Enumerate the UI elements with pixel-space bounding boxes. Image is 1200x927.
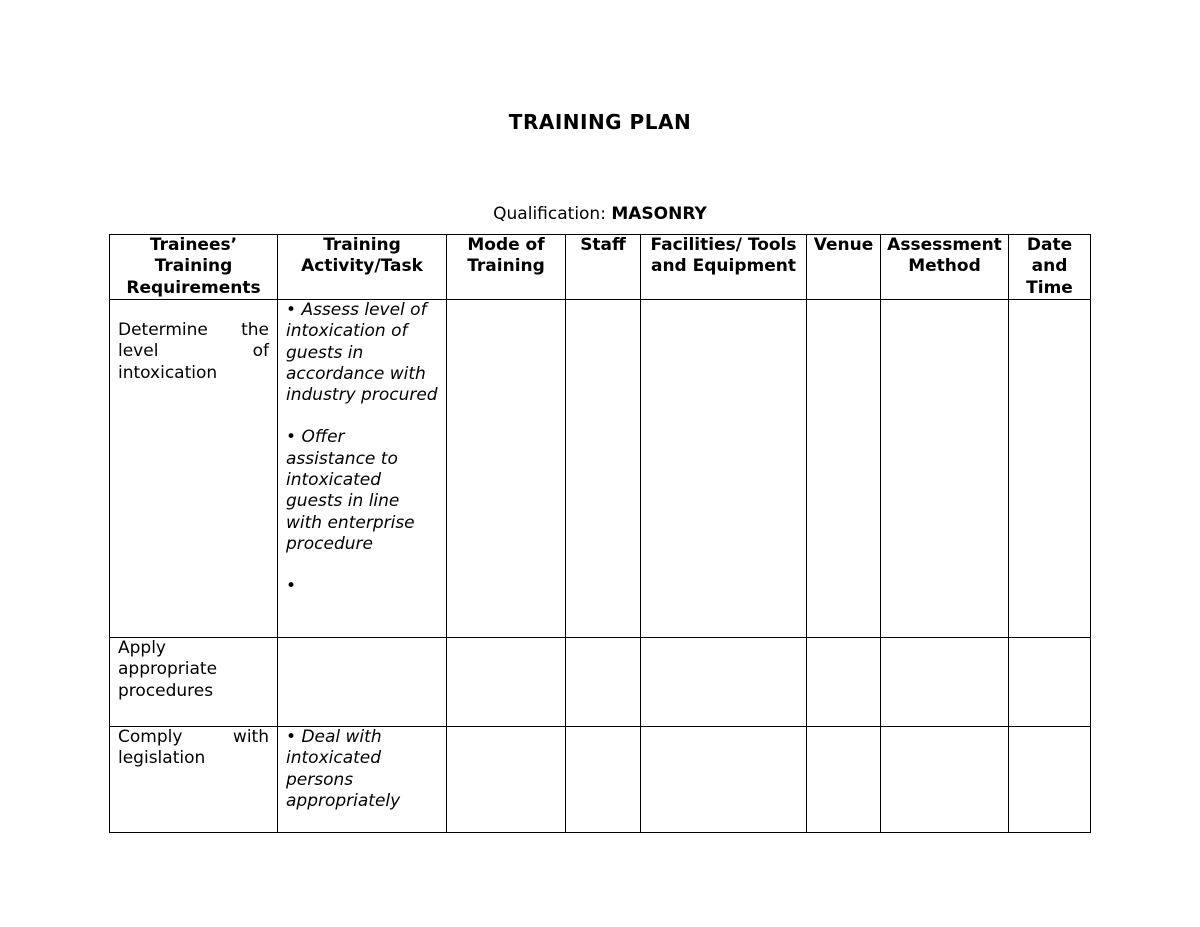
facilities-cell (641, 300, 807, 638)
activity-cell (278, 300, 447, 638)
qualification-label: Qualification: (493, 204, 606, 224)
date-time-cell (1009, 727, 1091, 833)
table-row (110, 300, 1091, 638)
assessment-cell (881, 300, 1009, 638)
facilities-cell (641, 638, 807, 727)
venue-cell (807, 727, 881, 833)
venue-cell (807, 638, 881, 727)
header-venue: Venue (807, 235, 881, 300)
table-row (110, 727, 1091, 833)
activity-cell (278, 727, 447, 833)
header-trainees-requirements: Trainees’ Training Requirements (110, 235, 278, 300)
requirement-cell: Comply with legislation (110, 727, 278, 833)
requirement-cell: Apply appropriate procedures (110, 638, 278, 727)
facilities-cell (641, 727, 807, 833)
assessment-cell (881, 638, 1009, 727)
header-facilities: Facilities/ Tools and Equipment (641, 235, 807, 300)
header-training-activity: Training Activity/Task (278, 235, 447, 300)
staff-cell (566, 638, 641, 727)
qualification-value: MASONRY (611, 204, 707, 224)
date-time-cell (1009, 638, 1091, 727)
header-staff: Staff (566, 235, 641, 300)
header-mode-of-training: Mode of Training (447, 235, 566, 300)
table-row (110, 638, 1091, 727)
activity-item: • Assess level of intoxication of guests in accordance with industry procured (286, 300, 438, 406)
training-plan-table (109, 234, 1091, 833)
activity-item: • Deal with intoxicated persons appropriately (286, 727, 401, 811)
page-title: TRAINING PLAN (508, 110, 692, 134)
header-assessment-method: Assessment Method (881, 235, 1009, 300)
activity-item: • Offer assistance to intoxicated guests in line with enterprise procedure (286, 427, 415, 554)
mode-cell (447, 727, 566, 833)
date-time-cell (1009, 300, 1091, 638)
table-header-row (110, 235, 1091, 300)
mode-cell (447, 300, 566, 638)
activity-item: • (286, 576, 297, 597)
mode-cell (447, 638, 566, 727)
staff-cell (566, 300, 641, 638)
header-date-time: Date and Time (1009, 235, 1091, 300)
assessment-cell (881, 727, 1009, 833)
qualification-line (0, 204, 1200, 224)
requirement-cell: Determine the level of intoxication (110, 300, 278, 638)
staff-cell (566, 727, 641, 833)
venue-cell (807, 300, 881, 638)
activity-cell (278, 638, 447, 727)
